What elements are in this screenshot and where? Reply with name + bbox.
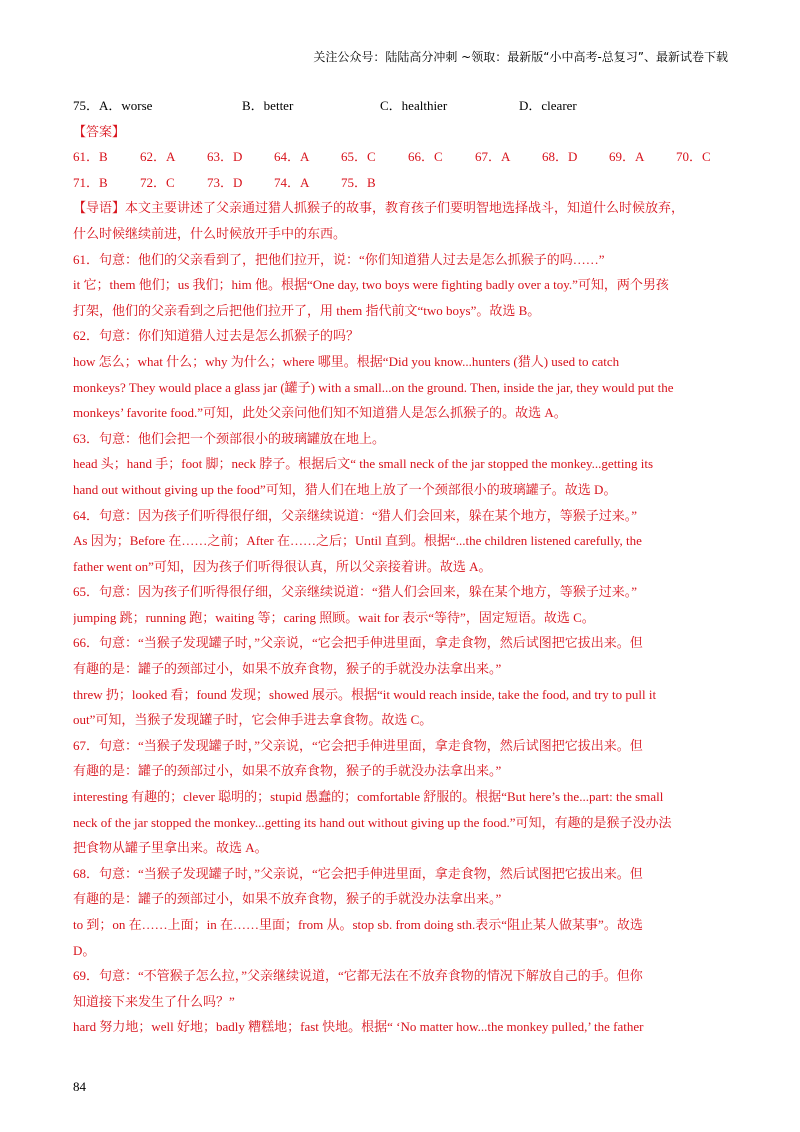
text-line: D。: [73, 942, 96, 958]
text-line: 什么时候继续前进，什么时候放开手中的东西。: [73, 225, 347, 241]
text-line: 有趣的是：罐子的颈部过小，如果不放弃食物，猴子的手就没办法拿出来。”: [73, 763, 502, 779]
answer-item: 70．C: [676, 149, 711, 165]
text-line: As 因为；Before 在……之前；After 在……之后；Until 直到。根据“...the children listened carefully, the: [73, 533, 642, 549]
answer-item: 73．D: [207, 174, 243, 190]
document-body: [73, 93, 728, 1040]
text-line: to 到；on 在……上面；in 在……里面；from 从。stop sb. from doing sth.表示“阻止某人做某事”。故选: [73, 917, 643, 932]
answer-item: 65．C: [341, 149, 376, 165]
text-line: hard 努力地；well 好地；badly 糟糕地；fast 快地。根据“ ‘No matter how...the monkey pulled,’ the father: [73, 1019, 644, 1035]
answer-item: 72．C: [140, 174, 175, 190]
answer-item: 64．A: [274, 149, 310, 165]
option-b: B．better: [242, 98, 294, 113]
text-line: threw 扔；looked 看；found 发现；showed 展示。根据“it would reach inside, take the food, and try to pull it: [73, 686, 657, 702]
text-line: jumping 跳；running 跑；waiting 等；caring 照顾。wait for 表示“等待”，固定短语。故选 C。: [73, 609, 595, 625]
answer-item: 68．D: [542, 149, 578, 165]
text-line: 69．句意：“不管猴子怎么拉，”父亲继续说道，“它都无法在不放弃食物的情况下解放自己的手。但你: [73, 968, 643, 984]
text-line: 打架，他们的父亲看到之后把他们拉开了，用 them 指代前文“two boys”。故选 B。: [73, 302, 541, 318]
option-c: C．healthier: [380, 98, 448, 113]
text-line: monkeys’ favorite food.”可知，此处父亲问他们知不知道猎人是怎么抓猴子的。故选 A。: [73, 405, 567, 421]
text-line: 68．句意：“当猴子发现罐子时，”父亲说，“它会把手伸进里面，拿走食物，然后试图把它拔出来。但: [73, 865, 643, 881]
text-line: 61．句意：他们的父亲看到了，把他们拉开，说：“你们知道猎人过去是怎么抓猴子的吗……”: [73, 251, 605, 267]
text-line: 62．句意：你们知道猎人过去是怎么抓猴子的吗？: [73, 328, 360, 344]
text-line: 64．句意：因为孩子们听得很仔细，父亲继续说道：“猎人们会回来，躲在某个地方，等猴子过来。”: [73, 507, 638, 523]
text-line: interesting 有趣的；clever 聪明的；stupid 愚蠢的；comfortable 舒服的。根据“But here’s the...part: the small: [73, 789, 664, 805]
text-line: 66．句意：“当猴子发现罐子时，”父亲说，“它会把手伸进里面，拿走食物，然后试图把它拔出来。但: [73, 635, 643, 651]
page-header: 关注公众号：陆陆高分冲刺 ~领取：最新版“小中高考-总复习”、最新试卷下载: [313, 50, 728, 64]
answer-item: 71．B: [73, 174, 108, 190]
text-line: 63．句意：他们会把一个颈部很小的玻璃罐放在地上。: [73, 430, 386, 446]
answer-item: 61．B: [73, 149, 108, 165]
answers-row-2: [73, 170, 728, 196]
answer-item: 74．A: [274, 174, 310, 190]
text-line: 有趣的是：罐子的颈部过小，如果不放弃食物，猴子的手就没办法拿出来。”: [73, 891, 502, 907]
page-number: 84: [73, 1079, 86, 1094]
text-line: 知道接下来发生了什么吗？”: [73, 993, 235, 1009]
answer-item: 63．D: [207, 149, 243, 165]
answer-item: 62．A: [140, 149, 176, 165]
option-d: D．clearer: [519, 98, 577, 113]
text-line: how 怎么；what 什么；why 为什么；where 哪里。根据“Did you know...hunters (猎人) used to catch: [73, 353, 620, 369]
text-line: 67．句意：“当猴子发现罐子时，”父亲说，“它会把手伸进里面，拿走食物，然后试图把它拔出来。但: [73, 737, 643, 753]
answer-item: 67．A: [475, 149, 511, 165]
text-line: 有趣的是：罐子的颈部过小，如果不放弃食物，猴子的手就没办法拿出来。”: [73, 661, 502, 677]
question-75: [73, 93, 728, 119]
text-line: 把食物从罐子里拿出来。故选 A。: [73, 840, 268, 856]
option-a: A．worse: [99, 98, 153, 113]
explanation-text: [73, 195, 728, 1040]
text-line: hand out without giving up the food”可知，猎人们在地上放了一个颈部很小的玻璃罐子。故选 D。: [73, 481, 617, 497]
question-number: 75．: [73, 98, 100, 113]
text-line: father went on”可知，因为孩子们听得很认真，所以父亲接着讲。故选 A。: [73, 558, 492, 574]
text-line: 65．句意：因为孩子们听得很仔细，父亲继续说道：“猎人们会回来，躲在某个地方，等猴子过来。”: [73, 584, 638, 600]
text-line: neck of the jar stopped the monkey...getting its hand out without giving up the food.”可知，有趣的是猴子没办法: [73, 814, 672, 830]
answer-item: 75．B: [341, 174, 376, 190]
text-line: monkeys? They would place a glass jar (罐子) with a small...on the ground. Then, inside the jar, they would put the: [73, 379, 674, 395]
text-line: head 头；hand 手；foot 脚；neck 脖子。根据后文“ the small neck of the jar stopped the monkey...getting its: [73, 456, 654, 472]
answer-item: 66．C: [408, 149, 443, 165]
answers-row-1: [73, 144, 728, 170]
answers-heading: 【答案】: [73, 123, 126, 139]
answer-item: 69．A: [609, 149, 645, 165]
text-line: out”可知，当猴子发现罐子时，它会伸手进去拿食物。故选 C。: [73, 712, 433, 728]
text-line: it 它；them 他们；us 我们；him 他。根据“One day, two boys were fighting badly over a toy.”可知，两个男孩: [73, 277, 669, 293]
text-line: 【导语】本文主要讲述了父亲通过猎人抓猴子的故事，教育孩子们要明智地选择战斗，知道什么时候放弃，: [73, 200, 685, 216]
